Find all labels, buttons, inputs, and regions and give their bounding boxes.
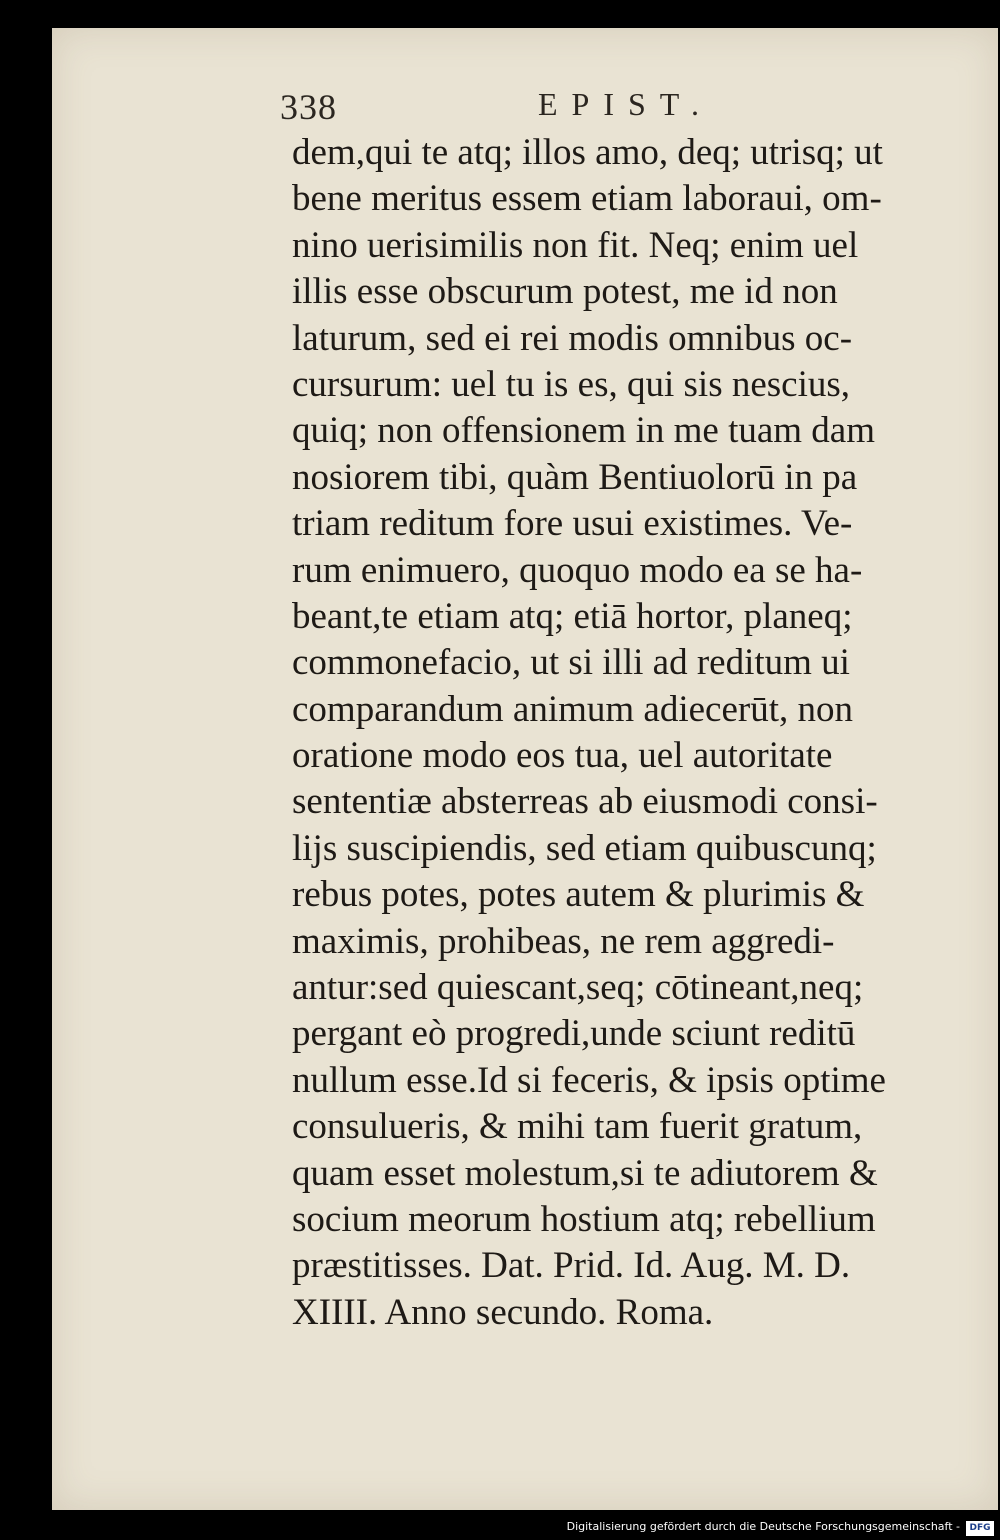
text-line: cursurum: uel tu is es, qui sis nescius, xyxy=(292,363,851,405)
text-line: lijs suscipiendis, sed etiam quibuscunq; xyxy=(292,827,877,869)
text-line: rebus potes, potes autem & plurimis & xyxy=(292,874,865,916)
text-line: præstitisses. Dat. Prid. Id. Aug. M. D. xyxy=(292,1245,851,1287)
text-line: maximis, prohibeas, ne rem aggredi- xyxy=(292,920,835,962)
text-line: beant,te etiam atq; etiā hortor, planeq; xyxy=(292,595,853,637)
text-line: nosiorem tibi, quàm Bentiuolorū in pa xyxy=(292,456,858,498)
dfg-logo-icon: DFG xyxy=(966,1521,994,1536)
text-line: nino uerisimilis non fit. Neq; enim uel xyxy=(292,224,859,266)
text-line: quam esset molestum,si te adiutorem & xyxy=(292,1152,878,1194)
text-line: dem,qui te atq; illos amo, deq; utrisq; ut xyxy=(292,132,883,173)
text-line: pergant eò progredi,unde sciunt reditū xyxy=(292,1013,856,1055)
text-line: comparandum animum adiecerūt, non xyxy=(292,688,853,730)
text-line: socium meorum hostium atq; rebellium xyxy=(292,1198,876,1240)
page-number: 338 xyxy=(280,87,337,127)
footer-strip xyxy=(0,1518,1000,1540)
text-line: nullum esse.Id si feceris, & ipsis optime xyxy=(292,1059,886,1101)
body-text xyxy=(292,130,962,1336)
text-line: rum enimuero, quoquo modo ea se ha- xyxy=(292,549,863,591)
text-line: antur:sed quiescant,seq; cōtineant,neq; xyxy=(292,967,864,1009)
text-line: triam reditum fore usui existimes. Ve- xyxy=(292,503,853,545)
running-head: EPIST. xyxy=(538,86,713,122)
text-line: consulueris, & mihi tam fuerit gratum, xyxy=(292,1106,863,1148)
text-line: laturum, sed ei rei modis omnibus oc- xyxy=(292,317,853,359)
digitization-credit: Digitalisierung gefördert durch die Deutsche Forschungsgemeinschaft - xyxy=(566,1520,960,1533)
text-line: quiq; non offensionem in me tuam dam xyxy=(292,410,876,452)
text-line: sententiæ absterreas ab eiusmodi consi- xyxy=(292,781,878,823)
text-line-closing: XIIII. Anno secundo. Roma. xyxy=(292,1291,714,1333)
text-line: bene meritus essem etiam laboraui, om- xyxy=(292,178,882,220)
page-header xyxy=(280,86,730,136)
text-line: commonefacio, ut si illi ad reditum ui xyxy=(292,642,850,684)
text-line: oratione modo eos tua, uel autoritate xyxy=(292,735,833,777)
text-line: illis esse obscurum potest, me id non xyxy=(292,271,838,313)
